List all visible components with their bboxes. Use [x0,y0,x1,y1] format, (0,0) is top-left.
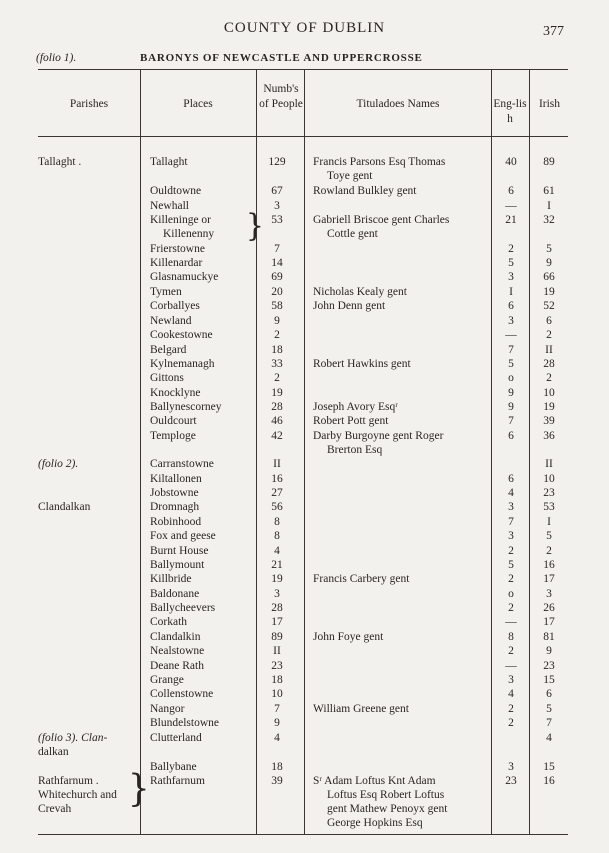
place-name: Ballymount [150,559,205,571]
english-count: 2 [508,573,514,585]
people-count: 69 [271,271,283,283]
col-header-english: Eng-lish [493,98,527,125]
parish-name: Clandalkan [38,501,91,513]
english-count: 3 [508,530,514,542]
people-count: 18 [271,761,283,773]
place-name: Ouldtowne [150,185,202,197]
people-count: II [273,458,281,470]
people-count: 19 [271,573,283,585]
place-name: Nealstowne [150,645,205,657]
people-count: 3 [274,200,280,212]
place-name: Ballybane [150,761,197,773]
people-count: 28 [271,602,283,614]
english-count: 3 [508,761,514,773]
place-name: Blundelstowne [150,717,219,729]
parish-name: dalkan [38,746,69,758]
people-count: 18 [271,674,283,686]
english-count: 6 [508,300,514,312]
english-count: 9 [508,387,514,399]
english-count: 8 [508,631,514,643]
titulado-name: Francis Parsons Esq Thomas [313,156,446,168]
irish-count: 15 [543,761,555,773]
titulado-name: John Denn gent [313,300,386,312]
brace-rathfarnum-parishes: } [128,767,150,811]
section-title: BARONYS OF NEWCASTLE AND UPPERCROSSE [140,52,423,64]
irish-count: 66 [543,271,555,283]
english-count: 2 [508,645,514,657]
column-divider-4 [491,69,492,834]
english-count: — [505,616,517,628]
irish-count: II [545,458,553,470]
titulado-name: Loftus Esq Robert Loftus [327,789,445,801]
irish-count: 81 [543,631,555,643]
people-count: 39 [271,775,283,787]
table-top-rule [38,69,568,70]
place-name: Frierstowne [150,243,205,255]
irish-count: I [547,200,551,212]
titulado-name: Gabriell Briscoe gent Charles [313,214,450,226]
english-count: I [509,286,513,298]
irish-count: 5 [546,530,552,542]
place-name: Killeninge or [150,214,211,226]
people-count: 4 [274,545,280,557]
english-count: o [508,372,514,384]
parish-name: Rathfarnum . [38,775,99,787]
place-name: Collenstowne [150,688,214,700]
place-name: Clandalkin [150,631,201,643]
people-count: 89 [271,631,283,643]
titulado-name: George Hopkins Esq [327,817,423,829]
english-count: 5 [508,358,514,370]
english-count: 2 [508,243,514,255]
irish-count: 26 [543,602,555,614]
english-count: 6 [508,473,514,485]
irish-count: 89 [543,156,555,168]
irish-count: 52 [543,300,555,312]
column-divider-1 [140,69,141,834]
irish-count: 39 [543,415,555,427]
place-name: Grange [150,674,184,686]
people-count: 42 [271,430,283,442]
people-count: 16 [271,473,283,485]
irish-count: 2 [546,545,552,557]
english-count: 6 [508,430,514,442]
english-count: o [508,588,514,600]
titulado-name: Sʳ Adam Loftus Knt Adam [313,775,436,787]
parish-name: Crevah [38,803,72,815]
english-count: 5 [508,257,514,269]
english-count: — [505,660,517,672]
irish-count: 61 [543,185,555,197]
place-name: Tallaght [150,156,188,168]
place-name: Newland [150,315,192,327]
people-count: 18 [271,344,283,356]
place-name: Dromnagh [150,501,200,513]
titulado-name: Toye gent [327,170,373,182]
people-count: 21 [271,559,283,571]
irish-count: 32 [543,214,555,226]
english-count: 2 [508,545,514,557]
english-count: 7 [508,415,514,427]
irish-count: 17 [543,573,555,585]
parish-name: Tallaght . [38,156,82,168]
people-count: 7 [274,243,280,255]
people-count: 27 [271,487,283,499]
people-count: 14 [271,257,283,269]
people-count: 58 [271,300,283,312]
place-name: Jobstowne [150,487,199,499]
people-count: 9 [274,315,280,327]
people-count: 9 [274,717,280,729]
people-count: 3 [274,588,280,600]
english-count: 7 [508,344,514,356]
irish-count: 7 [546,717,552,729]
place-name: Ballynescorney [150,401,222,413]
people-count: 23 [271,660,283,672]
place-name: Kiltallonen [150,473,202,485]
english-count: 2 [508,602,514,614]
people-count: 33 [271,358,283,370]
folio-label: (folio 1). [36,52,77,64]
people-count: 20 [271,286,283,298]
titulado-name: Robert Hawkins gent [313,358,411,370]
people-count: 2 [274,329,280,341]
page-header-title: COUNTY OF DUBLIN [223,20,386,36]
people-count: 8 [274,516,280,528]
col-header-parishes: Parishes [69,98,109,110]
place-name: Carranstowne [150,458,214,470]
irish-count: I [547,516,551,528]
titulado-name: Robert Pott gent [313,415,389,427]
irish-count: 16 [543,559,555,571]
irish-count: 23 [543,660,555,672]
place-name: Newhall [150,200,189,212]
irish-count: 5 [546,703,552,715]
people-count: 4 [274,732,280,744]
titulado-name: John Foye gent [313,631,384,643]
brace-killeninge: } [246,207,264,244]
titulado-name: Rowland Bulkley gent [313,185,417,197]
column-divider-3 [304,69,305,834]
irish-count: 3 [546,588,552,600]
english-count: — [505,329,517,341]
place-name: Killbride [150,573,192,585]
people-count: 7 [274,703,280,715]
header-bottom-rule [38,136,568,137]
english-count: 3 [508,674,514,686]
titulado-name: Brerton Esq [327,444,383,456]
place-name: Burnt House [150,545,209,557]
people-count: 28 [271,401,283,413]
place-name: Fox and geese [150,530,216,542]
titulado-name: gent Mathew Penoyx gent [327,803,448,815]
english-count: — [505,200,517,212]
parish-name: (folio 3). Clan- [38,732,108,744]
people-count: 10 [271,688,283,700]
titulado-name: Cottle gent [327,228,378,240]
place-name: Rathfarnum [150,775,205,787]
irish-count: 2 [546,372,552,384]
irish-count: 10 [543,387,555,399]
irish-count: 19 [543,401,555,413]
place-name: Clutterland [150,732,202,744]
english-count: 4 [508,487,514,499]
people-count: II [273,645,281,657]
irish-count: 6 [546,315,552,327]
people-count: 2 [274,372,280,384]
place-name: Tymen [150,286,182,298]
place-name: Corballyes [150,300,200,312]
irish-count: II [545,344,553,356]
col-header-names: Tituladoes Names [356,98,440,110]
english-count: 23 [505,775,517,787]
people-count: 53 [271,214,283,226]
place-name: Killenardar [150,257,203,269]
place-name: Killenenny [163,228,215,240]
english-count: 40 [505,156,517,168]
irish-count: 5 [546,243,552,255]
table-bottom-rule [38,834,568,835]
english-count: 2 [508,703,514,715]
people-count: 8 [274,530,280,542]
irish-count: 17 [543,616,555,628]
place-name: Nangor [150,703,185,715]
irish-count: 10 [543,473,555,485]
parish-name: (folio 2). [38,458,79,470]
english-count: 2 [508,717,514,729]
place-name: Glasnamuckye [150,271,219,283]
place-name: Temploge [150,430,196,442]
place-name: Belgard [150,344,187,356]
col-header-numb: Numb's of People [259,83,303,110]
place-name: Gittons [150,372,184,384]
people-count: 67 [271,185,283,197]
irish-count: 36 [543,430,555,442]
irish-count: 28 [543,358,555,370]
english-count: 3 [508,501,514,513]
titulado-name: Francis Carbery gent [313,573,410,585]
english-count: 3 [508,271,514,283]
parish-name: Whitechurch and [38,789,117,801]
place-name: Robinhood [150,516,202,528]
english-count: 5 [508,559,514,571]
place-name: Cookestowne [150,329,213,341]
page-number: 377 [543,24,564,39]
col-header-irish: Irish [538,98,561,110]
english-count: 3 [508,315,514,327]
titulado-name: Joseph Avory Esqʳ [313,401,398,413]
irish-count: 16 [543,775,555,787]
irish-count: 4 [546,732,552,744]
irish-count: 23 [543,487,555,499]
irish-count: 2 [546,329,552,341]
titulado-name: Darby Burgoyne gent Roger [313,430,444,442]
people-count: 129 [268,156,286,168]
place-name: Deane Rath [150,660,204,672]
place-name: Baldonane [150,588,200,600]
irish-count: 9 [546,257,552,269]
irish-count: 9 [546,645,552,657]
people-count: 56 [271,501,283,513]
irish-count: 15 [543,674,555,686]
place-name: Ouldcourt [150,415,197,427]
english-count: 7 [508,516,514,528]
col-header-places: Places [183,98,213,110]
place-name: Kylnemanagh [150,358,215,370]
english-count: 9 [508,401,514,413]
place-name: Corkath [150,616,188,628]
column-divider-2 [256,69,257,834]
english-count: 21 [505,214,517,226]
titulado-name: William Greene gent [313,703,409,715]
place-name: Ballycheevers [150,602,216,614]
english-count: 4 [508,688,514,700]
irish-count: 53 [543,501,555,513]
irish-count: 6 [546,688,552,700]
english-count: 6 [508,185,514,197]
place-name: Knocklyne [150,387,201,399]
titulado-name: Nicholas Kealy gent [313,286,407,298]
people-count: 17 [271,616,283,628]
people-count: 19 [271,387,283,399]
people-count: 46 [271,415,283,427]
irish-count: 19 [543,286,555,298]
